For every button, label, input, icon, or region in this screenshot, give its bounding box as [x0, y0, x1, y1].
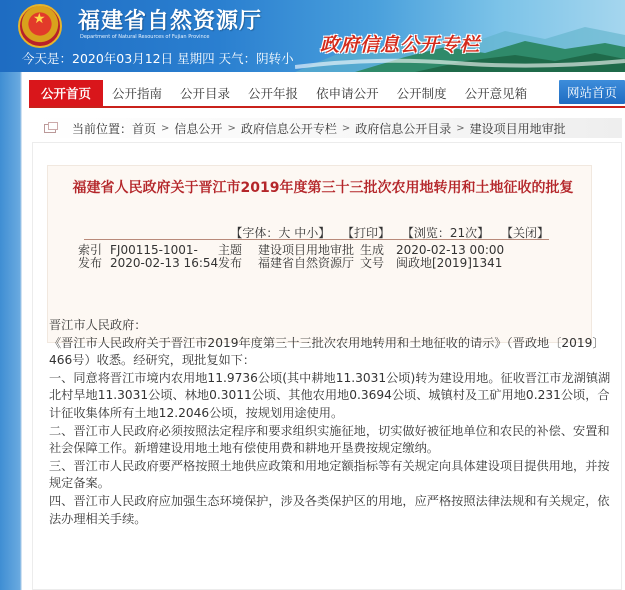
site-subtitle: Department of Natural Resources of Fujian Province	[80, 34, 210, 40]
breadcrumb-separator: >	[456, 122, 465, 134]
index-label: 索引	[78, 243, 103, 257]
breadcrumb	[32, 118, 622, 138]
breadcrumb-gov-info-column[interactable]: 政府信息公开专栏	[240, 121, 337, 136]
nav-item-system[interactable]: 公开制度	[396, 86, 447, 101]
body-paragraph: 二、晋江市人民政府必须按照法定程序和要求组织实施征地，切实做好被征地单位和农民的补偿、安置和社会保障工作。新增建设用地土地有偿使用费和耕地开垦费按规定缴纳。	[49, 423, 610, 456]
publisher-label: 发布	[218, 256, 243, 270]
article-container	[32, 142, 622, 590]
article-meta	[78, 244, 558, 270]
breadcrumb-separator: >	[161, 122, 170, 134]
doc-number-value: 闽政地[2019]1341	[396, 256, 503, 270]
index-value: FJ00115-1001-	[110, 243, 198, 257]
content-panel	[22, 72, 625, 590]
body-paragraph: 《晋江市人民政府关于晋江市2019年度第三十三批次农用地转用和土地征收的请示》（晋政地〔2019〕466号）收悉。经研究，现批复如下：	[49, 335, 605, 368]
body-paragraph: 三、晋江市人民政府要严格按照土地供应政策和用地定额指标等有关规定向具体建设项目提供用地，并按规定备案。	[49, 458, 610, 491]
location-icon	[44, 124, 56, 133]
nav-item-annual-report[interactable]: 公开年报	[248, 86, 299, 101]
breadcrumb-home[interactable]: 首页	[132, 121, 157, 136]
nav-item-feedback[interactable]: 公开意见箱	[464, 86, 528, 101]
breadcrumb-current[interactable]: 建设项目用地审批	[469, 121, 566, 136]
site-header	[0, 0, 625, 72]
publisher-value: 福建省自然资源厅	[258, 256, 355, 270]
topic-value: 建设项目用地审批	[258, 243, 355, 257]
created-value: 2020-02-13 00:00	[396, 243, 505, 257]
banner-title: 政府信息公开专栏	[320, 34, 481, 56]
published-label: 发布	[78, 256, 103, 270]
font-size-control[interactable]: 【字体：大 中小】	[230, 226, 331, 240]
body-salutation: 晋江市人民政府：	[49, 318, 147, 332]
article-title: 福建省人民政府关于晋江市2019年度第三十三批次农用地转用和土地征收的批复	[72, 180, 574, 196]
created-label: 生成	[360, 243, 385, 257]
breadcrumb-info-public[interactable]: 信息公开	[174, 121, 223, 136]
body-paragraph: 一、同意将晋江市境内农用地11.9736公顷(其中耕地11.3031公顷)转为建设用地。征收晋江市龙湖镇湖北村旱地11.3031公顷、林地0.3011公顷、其他农用地0.3694公顷、城镇村及工矿用地0.231公顷，合计征收集体所有土地12.2046公顷，按规划用途使用。	[49, 370, 611, 420]
article-tools	[84, 224, 549, 240]
doc-number-label: 文号	[360, 256, 385, 270]
nav-item-guide[interactable]: 公开指南	[112, 86, 163, 101]
breadcrumb-gov-info-catalog[interactable]: 政府信息公开目录	[355, 121, 452, 136]
body-paragraph: 四、晋江市人民政府应加强生态环境保护，涉及各类保护区的用地，应严格按照法律法规和有关规定，依法办理相关手续。	[49, 493, 610, 526]
topic-label: 主题	[218, 243, 243, 257]
breadcrumb-separator: >	[227, 122, 236, 134]
view-count: 【浏览：21次】	[401, 226, 490, 240]
main-nav	[29, 80, 625, 108]
print-button[interactable]: 【打印】	[342, 226, 391, 240]
nav-item-public-home[interactable]: 公开首页	[29, 80, 103, 106]
date-weather-line: 今天是：2020年03月12日 星期四 天气：阴转小	[22, 51, 294, 66]
nav-item-apply[interactable]: 依申请公开	[316, 86, 379, 101]
site-home-button[interactable]: 网站首页	[559, 80, 625, 104]
close-button[interactable]: 【关闭】	[500, 226, 549, 240]
article-body	[49, 317, 619, 528]
nav-item-catalog[interactable]: 公开目录	[180, 86, 231, 101]
breadcrumb-separator: >	[341, 122, 351, 134]
breadcrumb-prefix: 当前位置：	[72, 121, 133, 136]
national-emblem-icon: ★	[18, 4, 62, 48]
site-title: 福建省自然资源厅	[78, 8, 263, 34]
published-value: 2020-02-13 16:54	[110, 256, 219, 270]
